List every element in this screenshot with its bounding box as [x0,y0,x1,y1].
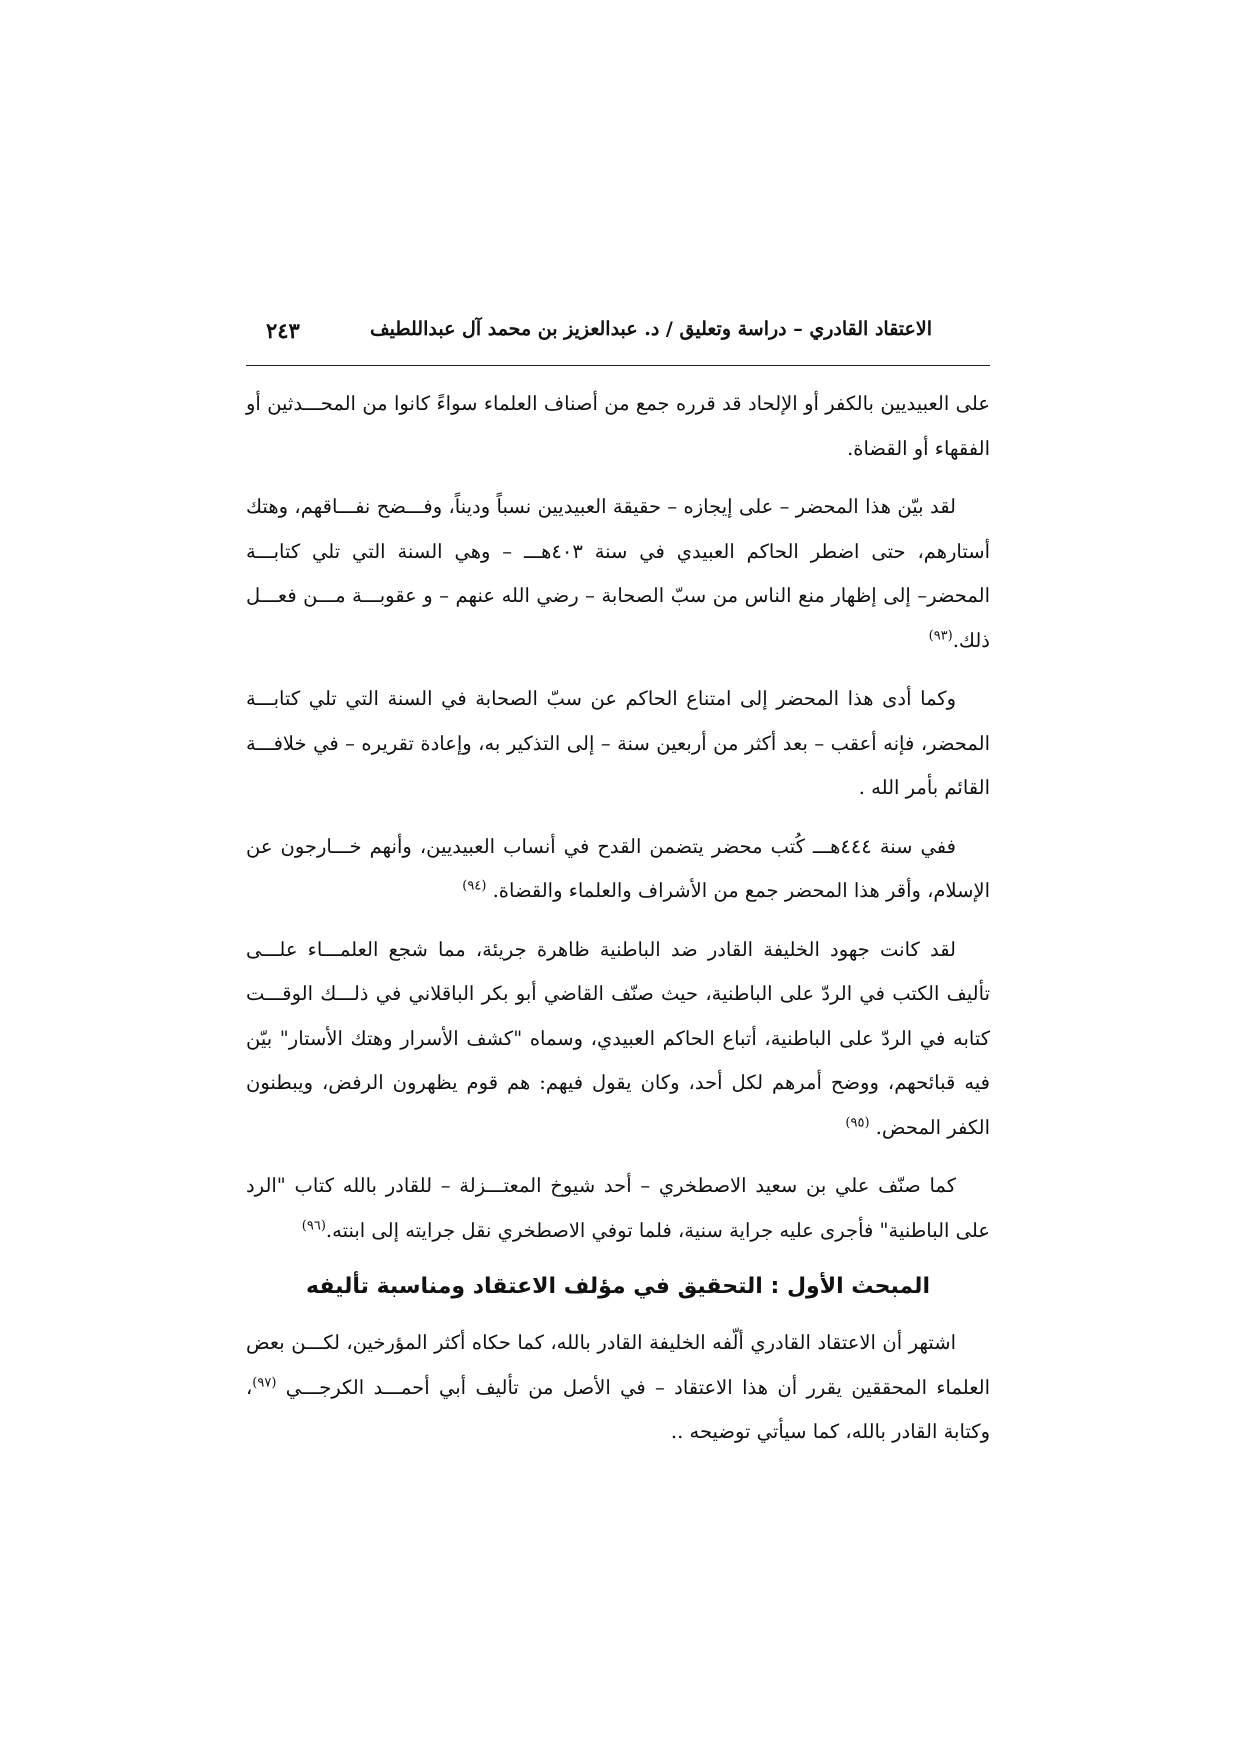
paragraph-4 [246,825,990,914]
paragraph-text: اشتهر أن الاعتقاد القادري ألّفه الخليفة القادر بالله، كما حكاه أكثر المؤرخين، لكـــن بعض العلماء المحققين يقرر أن هذا الاعتقاد – في الأصل من تأليف أبي أحمـــد الكرجـــي [246,1331,990,1399]
paragraph-2 [246,485,990,663]
paragraph-text: وكما أدى هذا المحضر إلى امتناع الحاكم عن سبّ الصحابة في السنة التي تلي كتابـــة المحضر، فإنه أعقب – بعد أكثر من أربعين سنة – إلى التذكير به، وإعادة تقريره – في خلافـــة القائم بأمر الله . [246,687,990,799]
paragraph-6 [246,1164,990,1253]
footnote-marker-94[interactable]: (٩٤) [462,878,487,894]
footnote-marker-95[interactable]: (٩٥) [845,1115,870,1130]
paragraph-text: لقد كانت جهود الخليفة القادر ضد الباطنية ظاهرة جريئة، مما شجع العلمـــاء علـــى تأليف الكتب في الردّ على الباطنية، حيث صنّف القاضي أبو بكر الباقلاني في ذلـــك الوقـــت كتابه في الردّ على الباطنية، أتباع الحاكم العبيدي، وسماه "كشف الأسرار وهتك الأستار" بيّن فيه قبائحهم، ووضح أمرهم لكل أحد، وكان يقول فيهم: هم قوم يظهرون الرفض، ويبطنون الكفر المحض. [246,937,990,1139]
header-title: الاعتقاد القادري – دراسة وتعليق / د. عبدالعزيز بن محمد آل عبداللطيف [370,318,932,340]
paragraph-text: على العبيديين بالكفر أو الإلحاد قد قرره جمع من أصناف العلماء سواءً كانوا من المحـــدثين أو الفقهاء أو القضاة. [246,392,990,460]
paragraph-text-continued: ، وكتابة القادر بالله، كما سيأتي توضيحه .. [246,1375,990,1443]
paragraph-1 [246,382,990,471]
page-number: ٢٤٣ [266,318,300,343]
paragraph-text: كما صنّف علي بن سعيد الاصطخري – أحد شيوخ المعتـــزلة – للقادر بالله كتاب "الرد على الباطنية" فأجرى عليه جراية سنية، فلما توفي الاصطخري نقل جرايته إلى ابنته. [246,1174,990,1242]
footnote-marker-97[interactable]: (٩٧) [252,1375,277,1390]
paragraph-3 [246,677,990,811]
footnote-marker-96[interactable]: (٩٦) [301,1218,326,1233]
paragraph-7 [246,1321,990,1455]
body-text [246,382,990,1469]
running-header [246,318,990,354]
header-divider [246,365,990,366]
paragraph-text: لقد بيّن هذا المحضر – على إيجازه – حقيقة العبيديين نسباً وديناً، وفـــضح نفـــاقهم، وهتك أستارهم، حتى اضطر الحاكم العبيدي في سنة ٤٠٣هـــ – وهي السنة التي تلي كتابـــة المحضر– إلى إظهار منع الناس من سبّ الصحابة – رضي الله عنهم – و عقوبـــة مـــن فعـــل ذلك. [246,495,990,652]
paragraph-text: ففي سنة ٤٤٤هـــ كُتب محضر يتضمن القدح في أنساب العبيديين، وأنهم خـــارجون عن الإسلام، وأقر هذا المحضر جمع من الأشراف والعلماء والقضاة. [246,834,990,902]
footnote-marker-93[interactable]: (٩٣) [928,628,953,643]
section-heading: المبحث الأول : التحقيق في مؤلف الاعتقاد ومناسبة تأليفه [305,1274,930,1299]
paragraph-5 [246,928,990,1151]
